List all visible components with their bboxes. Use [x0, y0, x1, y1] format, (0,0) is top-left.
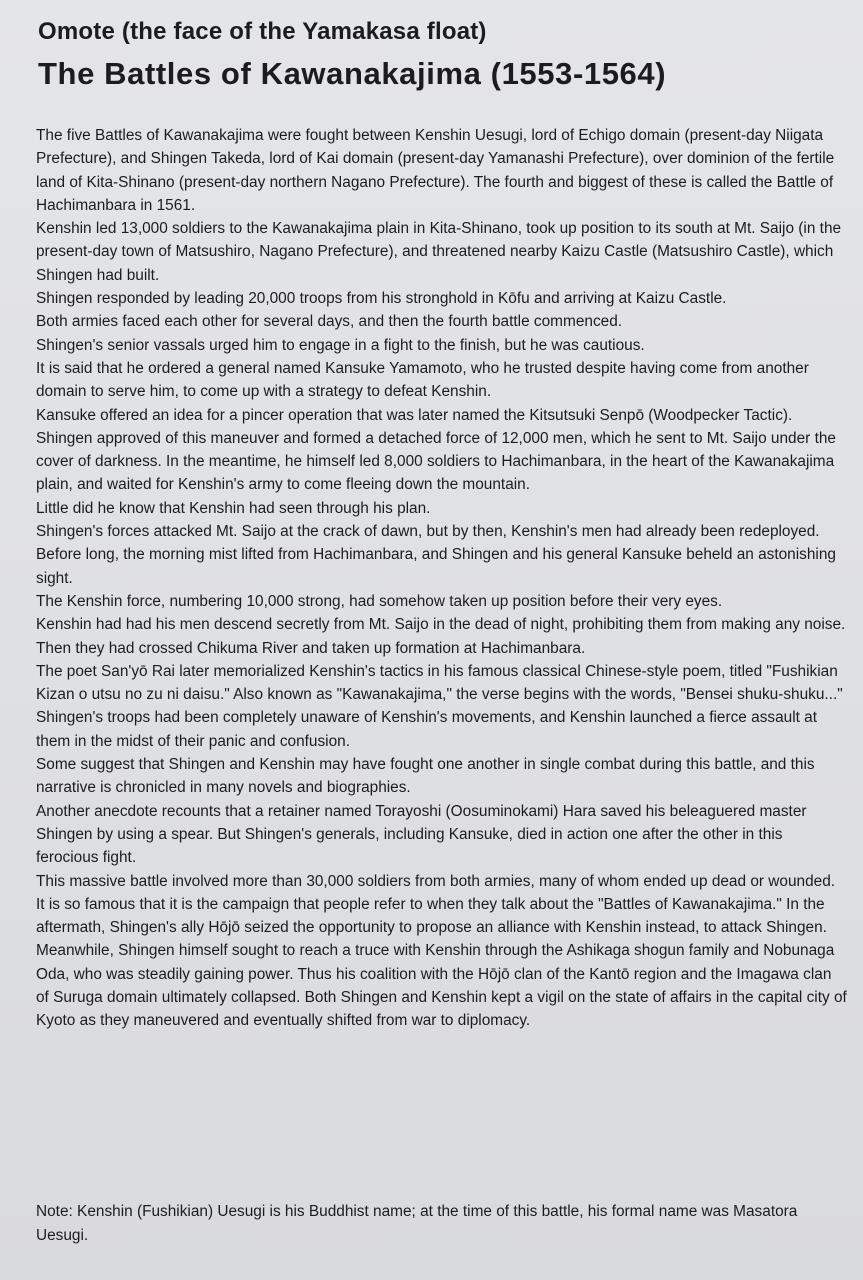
paragraph: This massive battle involved more than 30,000 soldiers from both armies, many of whom ended up dead or wounded. [36, 872, 836, 890]
paragraph: Shingen approved of this maneuver and formed a detached force of 12,000 men, which he sent to Mt. Saijo under the cover of darkness. In the meantime, he himself led 8,000 soldiers to Hachimanbara, in the heart of the Kawanakajima plain, and waited for Kenshin's army to come fleeing down the mountain. [36, 429, 836, 494]
paragraph: The Kenshin force, numbering 10,000 strong, had somehow taken up position before their very eyes. [36, 592, 723, 610]
paragraph: It is said that he ordered a general named Kansuke Yamamoto, who he trusted despite having come from another domain to serve him, to come up with a strategy to defeat Kenshin. [36, 359, 809, 401]
paragraph: The five Battles of Kawanakajima were fought between Kenshin Uesugi, lord of Echigo domain (present-day Niigata Prefecture), and Shingen Takeda, lord of Kai domain (present-day Yamanashi Prefecture), over dominion of the fertile land of Kita-Shinano (present-day northern Nagano Prefecture). The fourth and biggest of these is called the Battle of Hachimanbara in 1561. [36, 127, 835, 214]
paragraph: Shingen's senior vassals urged him to engage in a fight to the finish, but he was cautious. [36, 336, 645, 354]
sign-note: Note: Kenshin (Fushikian) Uesugi is his Buddhist name; at the time of this battle, his formal name was Masatora Uesugi. [36, 1203, 798, 1244]
sign-title: The Battles of Kawanakajima (1553-1564) [38, 56, 667, 91]
paragraph: Kansuke offered an idea for a pincer operation that was later named the Kitsutsuki Senpō (Woodpecker Tactic). [36, 406, 793, 424]
paragraph: Before long, the morning mist lifted from Hachimanbara, and Shingen and his general Kansuke beheld an astonishing sight. [36, 546, 836, 587]
paragraph: Shingen's troops had been completely unaware of Kenshin's movements, and Kenshin launched a fierce assault at them in the midst of their panic and confusion. [36, 709, 818, 750]
sign-subtitle: Omote (the face of the Yamakasa float) [38, 18, 487, 45]
paragraph: Both armies faced each other for several days, and then the fourth battle commenced. [36, 313, 623, 331]
paragraph: Kenshin led 13,000 soldiers to the Kawanakajima plain in Kita-Shinano, took up position to its south at Mt. Saijo (in the present-day town of Matsushiro, Nagano Prefecture), and threatened nearby Kaizu Castle (Matsushiro Castle), which Shingen had built. [36, 220, 842, 284]
paragraph: The poet San'yō Rai later memorialized Kenshin's tactics in his famous classical Chinese-style poem, titled "Fushikian Kizan o utsu no zu ni daisu." Also known as "Kawanakajima," the verse begins with the words, "Bensei shuku-shuku..." [36, 662, 843, 704]
paragraph: Little did he know that Kenshin had seen through his plan. [36, 499, 431, 517]
paragraph: Shingen's forces attacked Mt. Saijo at the crack of dawn, but by then, Kenshin's men had already been redeployed. [36, 523, 820, 541]
paragraph: Kenshin had had his men descend secretly from Mt. Saijo in the dead of night, prohibiting them from making any noise. Then they had crossed Chikuma River and taken up formation at Hachimanbara. [36, 616, 846, 657]
paragraph: It is so famous that it is the campaign that people refer to when they talk about the "Battles of Kawanakajima." In the aftermath, Shingen's ally Hōjō seized the opportunity to propose an alliance with Kenshin instead, to attack Shingen. Meanwhile, Shingen himself sought to reach a truce with Kenshin through the Ashikaga shogun family and Nobunaga Oda, who was steadily gaining power. Thus his coalition with the Hōjō clan of the Kantō region and the Imagawa clan of Suruga domain ultimately collapsed. Both Shingen and Kenshin kept a vigil on the state of affairs in the capital city of Kyoto as they maneuvered and eventually shifted from war to diplomacy. [36, 895, 847, 1030]
sign-body [36, 124, 848, 1033]
paragraph: Another anecdote recounts that a retainer named Torayoshi (Oosuminokami) Hara saved his beleaguered master Shingen by using a spear. But Shingen's generals, including Kansuke, died in action one after the other in this ferocious fight. [36, 802, 807, 867]
paragraph: Shingen responded by leading 20,000 troops from his stronghold in Kōfu and arriving at Kaizu Castle. [36, 290, 727, 308]
paragraph: Some suggest that Shingen and Kenshin may have fought one another in single combat during this battle, and this narrative is chronicled in many novels and biographies. [36, 756, 815, 797]
